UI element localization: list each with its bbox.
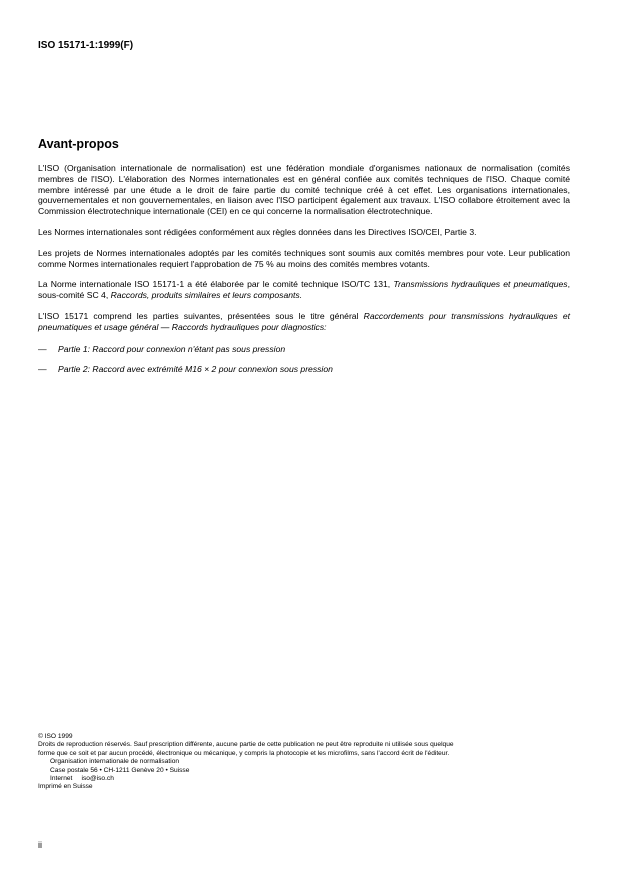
list-item — [38, 364, 570, 375]
foreword-body — [38, 163, 570, 385]
committee-title: Transmissions hydrauliques et pneumatiques — [393, 279, 568, 290]
general-title: Raccordements pour transmissions hydrauliques et pneumatiques et usage général — Raccords hydrauliques pour diagnostics: — [38, 310, 570, 332]
printed-in: Imprimé en Suisse — [38, 783, 93, 791]
section-title: Avant-propos — [38, 137, 119, 151]
part-1-title: Partie 1: Raccord pour connexion n'étant pas sous pression — [58, 343, 286, 354]
dash-bullet: — — [38, 364, 47, 375]
copyright-footer — [38, 733, 578, 792]
part-2-title: Partie 2: Raccord avec extrémité M16 × 2 pour connexion sous pression — [58, 364, 333, 375]
paragraph-committee — [38, 279, 570, 301]
paragraph-voting: Les projets de Normes internationales adoptés par les comités techniques sont soumis aux comités membres pour vote. Leur publication comme Normes internationales requiert l'approbation de 75 % au moins des comités membres votants. — [38, 247, 570, 269]
rights-line-2: forme que ce soit et par aucun procédé, électronique ou mécanique, y compris la photocopie et les microfilms, sans l'accord écrit de l'éditeur. — [38, 749, 450, 757]
organisation-name: Organisation internationale de normalisation — [50, 758, 180, 766]
subcommittee-text: , sous-comité SC 4, — [38, 279, 570, 301]
rights-line-1: Droits de reproduction réservés. Sauf prescription différente, aucune partie de cette publication ne peut être reproduite ni utilisée sous quelque — [38, 741, 454, 749]
dash-bullet: — — [38, 343, 47, 354]
document-id: ISO 15171-1:1999(F) — [38, 40, 134, 51]
subcommittee-title: Raccords, produits similaires et leurs composants. — [110, 290, 303, 301]
committee-text: La Norme internationale ISO 15171-1 a été élaborée par le comité technique ISO/TC 131, — [38, 279, 394, 290]
copyright-line: © ISO 1999 — [38, 733, 73, 740]
internet-address: Internet iso@iso.ch — [50, 775, 114, 783]
list-item — [38, 344, 570, 355]
parts-intro-text: L'ISO 15171 comprend les parties suivantes, présentées sous le titre général — [38, 310, 364, 321]
paragraph-directives: Les Normes internationales sont rédigées conformément aux règles données dans les Directives ISO/CEI, Partie 3. — [38, 226, 477, 237]
paragraph-parts-intro — [38, 311, 570, 333]
page-number: ii — [38, 840, 42, 850]
paragraph-iso-intro: L'ISO (Organisation internationale de normalisation) est une fédération mondiale d'organismes nationaux de normalisation (comités membres de l'ISO). L'élaboration des Normes internationales est en général confiée aux comités techniques de l'ISO. Chaque comité membre intéressé par une étude a le droit de faire partie du comité technique créé à cet effet. Les organisations internationales, gouvernementales et non gouvernementales, en liaison avec l'ISO participent également aux travaux. L'ISO collabore étroitement avec la Commission électrotechnique internationale (CEI) en ce qui concerne la normalisation électrotechnique. — [38, 163, 570, 217]
postal-address: Case postale 56 • CH-1211 Genève 20 • Suisse — [50, 766, 190, 774]
